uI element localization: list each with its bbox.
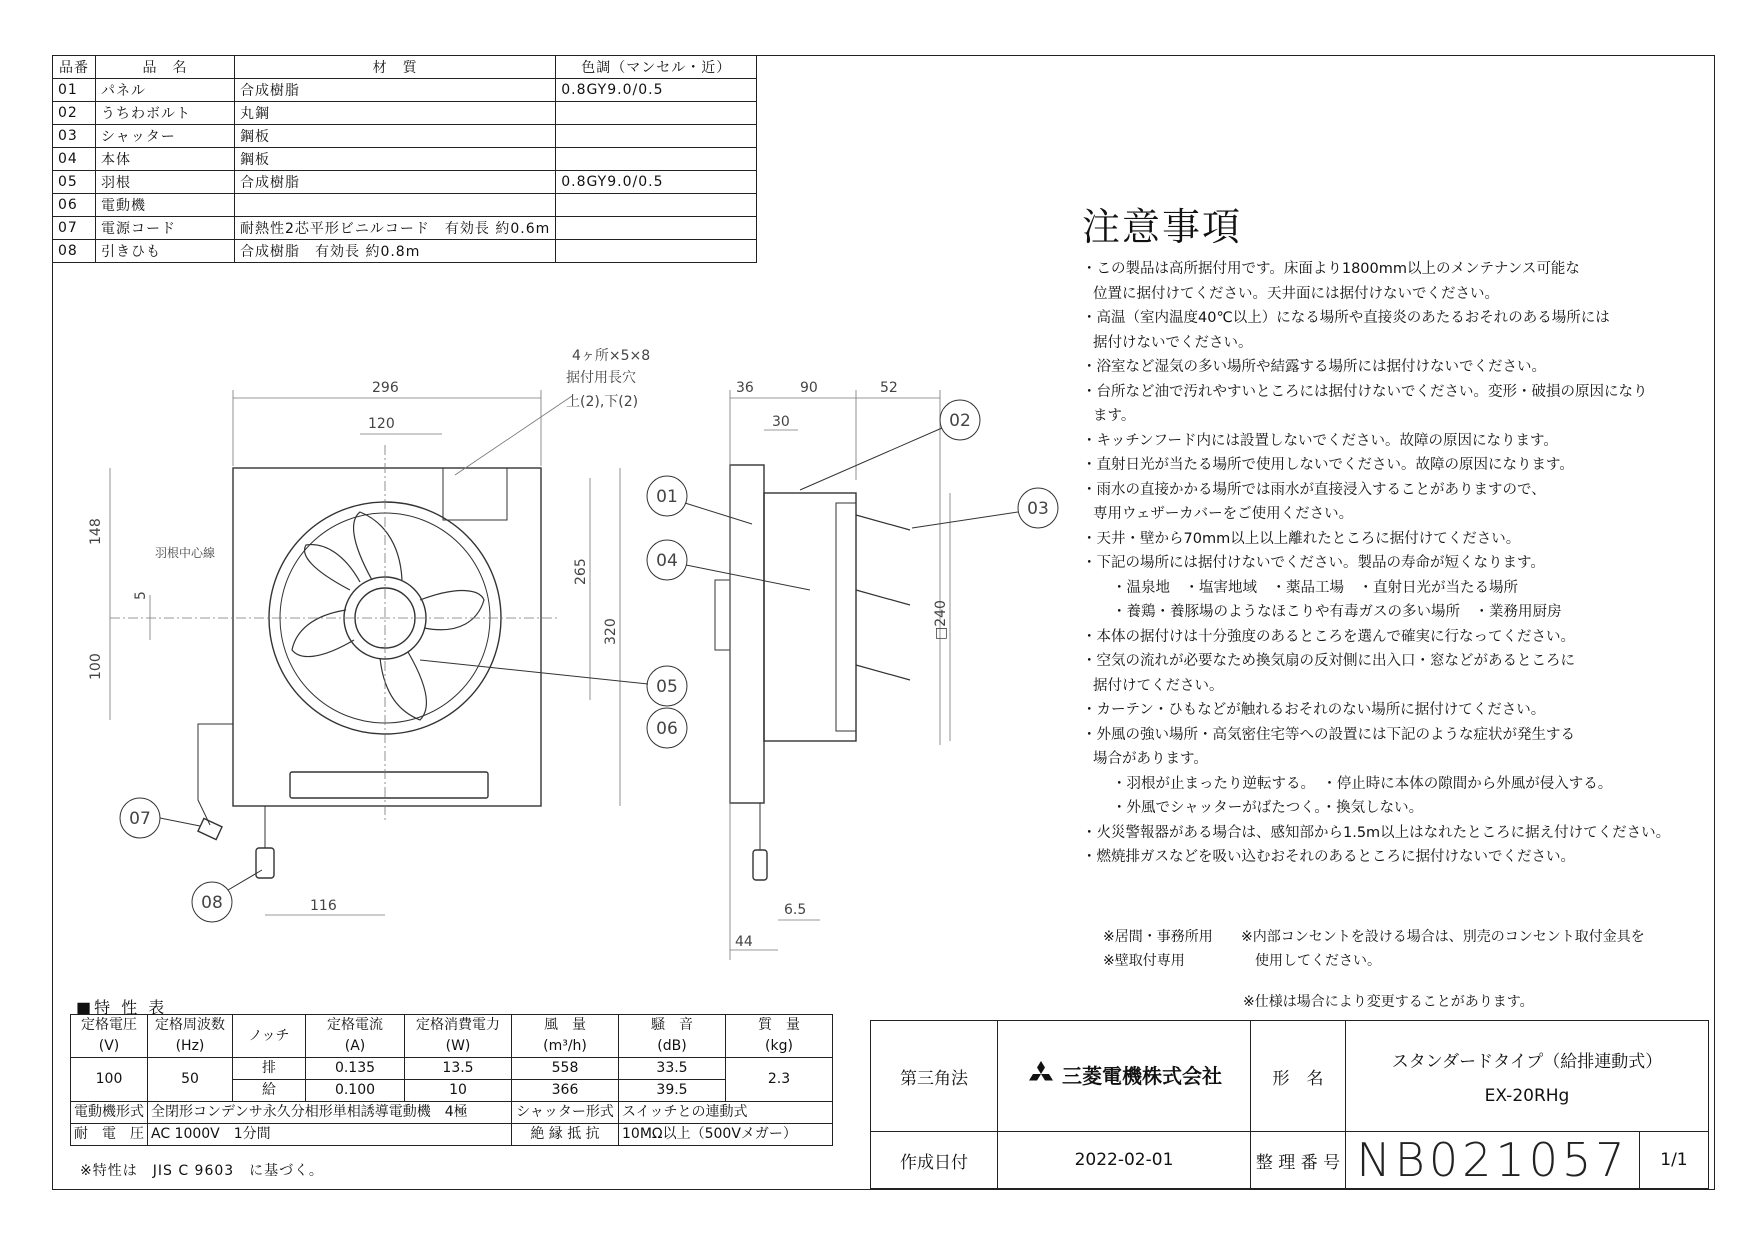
part-name: 本体 <box>96 148 235 171</box>
dim-296: 296 <box>372 380 399 396</box>
fan-center-line-label: 羽根中心線 <box>155 546 216 560</box>
usage-note: ※居間・事務所用 <box>1103 929 1213 945</box>
spec-h-air: 風 量 (m³/h) <box>512 1015 619 1058</box>
part-material: 鋼板 <box>235 148 556 171</box>
spec-table-title: ■特 性 表 <box>76 998 168 1017</box>
part-no: 01 <box>53 79 96 102</box>
doc-number-cell <box>1346 1132 1640 1189</box>
part-no: 03 <box>53 125 96 148</box>
note-line: ・直射日光が当たる場所で使用しないでください。故障の原因になります。 <box>1082 457 1574 473</box>
mount-hole-label-2: 据付用長穴 <box>566 370 636 386</box>
front-top-housing <box>443 468 507 520</box>
spec-row-exhaust <box>71 1058 833 1080</box>
spec-air: 366 <box>512 1080 619 1102</box>
dim-36: 36 <box>736 380 754 396</box>
part-name: 引きひも <box>96 240 235 263</box>
spec-h-notch: ノッチ <box>233 1015 306 1058</box>
power-cord <box>198 724 233 825</box>
note-line: ・高温（室内温度40℃以上）になる場所や直接炎のあたるおそれのある場所には <box>1082 310 1610 326</box>
caution-notes <box>1082 196 1712 870</box>
spec-insulation-label: 絶 縁 抵 抗 <box>512 1124 619 1146</box>
dim-44: 44 <box>735 934 753 950</box>
col-color: 色調（マンセル・近） <box>556 56 757 79</box>
spec-row-insulation <box>71 1124 833 1146</box>
spec-motor-label: 電動機形式 <box>71 1102 148 1124</box>
spec-h-mass: 質 量 (kg) <box>726 1015 833 1058</box>
spec-notch: 排 <box>233 1058 306 1080</box>
dim-320: 320 <box>603 618 619 645</box>
dim-5: 5 <box>133 591 149 600</box>
note-line: 場合があります。 <box>1093 751 1208 767</box>
callout-06: 06 <box>656 719 678 739</box>
spec-standard-note: ※特性は JIS C 9603 に基づく。 <box>80 1163 324 1179</box>
note-line: ・カーテン・ひもなどが触れるおそれのない場所に据付けてください。 <box>1082 702 1546 718</box>
callout-04: 04 <box>656 551 678 571</box>
spec-shutter-label: シャッター形式 <box>512 1102 619 1124</box>
dim-30: 30 <box>772 414 790 430</box>
side-body <box>764 493 856 741</box>
part-material: 鋼板 <box>235 125 556 148</box>
dim-148: 148 <box>88 518 104 545</box>
part-color: 0.8GY9.0/0.5 <box>556 79 757 102</box>
outlet-note <box>1241 925 1645 973</box>
mount-hole-label-1: 4ヶ所×5×8 <box>572 348 651 364</box>
note-line: ・羽根が止まったり逆転する。 ・停止時に本体の隙間から外風が侵入する。 <box>1112 775 1613 792</box>
spec-row-motor <box>71 1102 833 1124</box>
spec-noise: 39.5 <box>619 1080 726 1102</box>
outlet-note-line: 使用してください。 <box>1241 953 1381 969</box>
part-name: シャッター <box>96 125 235 148</box>
callout-01: 01 <box>656 487 678 507</box>
spec-table <box>70 1014 833 1146</box>
spec-h-current: 定格電流 (A) <box>306 1015 405 1058</box>
part-no: 04 <box>53 148 96 171</box>
spec-motor: 全閉形コンデンサ永久分相形単相誘導電動機 4極 <box>148 1102 512 1124</box>
spec-withstand: AC 1000V 1分間 <box>148 1124 512 1146</box>
part-name: パネル <box>96 79 235 102</box>
side-shutter <box>836 503 856 731</box>
callout-05: 05 <box>656 677 678 697</box>
mount-hole-label-3: 上(2),下(2) <box>566 394 639 410</box>
power-plug <box>198 818 222 839</box>
note-line: 専用ウェザーカバーをご使用ください。 <box>1093 506 1354 522</box>
date-label: 作成日付 <box>871 1132 998 1189</box>
pull-cord-knob <box>256 848 274 878</box>
spec-freq: 50 <box>148 1058 233 1102</box>
callout-07: 07 <box>129 809 151 829</box>
note-line: 据付けてください。 <box>1093 677 1224 694</box>
company-cell <box>998 1021 1251 1132</box>
col-part-name: 品 名 <box>96 56 235 79</box>
doc-number: NB021057 <box>1356 1133 1629 1187</box>
part-name: 電動機 <box>96 194 235 217</box>
part-name: 羽根 <box>96 171 235 194</box>
part-no: 02 <box>53 102 96 125</box>
note-line: ます。 <box>1093 408 1136 424</box>
part-name: 電源コード <box>96 217 235 240</box>
company-name: 三菱電機株式会社 <box>1062 1063 1222 1088</box>
spec-power: 13.5 <box>405 1058 512 1080</box>
part-material: 丸鋼 <box>235 102 556 125</box>
side-motor-bump <box>715 580 730 650</box>
note-line: ・雨水の直接かかる場所では雨水が直接浸入することがありますので、 <box>1082 481 1546 498</box>
side-shutter-louvers <box>856 515 910 680</box>
callout-08: 08 <box>201 893 223 913</box>
spec-header-row <box>71 1015 833 1058</box>
model-number: EX-20RHg <box>1484 1085 1570 1106</box>
note-line: 位置に据付けてください。天井面には据付けないでください。 <box>1093 285 1499 302</box>
dim-100: 100 <box>88 653 104 680</box>
note-line: ・台所など油で汚れやすいところには据付けないでください。変形・破損の原因になり <box>1082 383 1648 400</box>
note-line: ・温泉地 ・塩害地域 ・薬品工場 ・直射日光が当たる場所 <box>1112 579 1518 596</box>
spec-voltage: 100 <box>71 1058 148 1102</box>
spec-h-freq: 定格周波数 (Hz) <box>148 1015 233 1058</box>
spec-insulation: 10MΩ以上（500Vメガー） <box>619 1124 833 1146</box>
usage-notes <box>1103 925 1213 973</box>
fan-blades <box>292 512 484 720</box>
callout-02: 02 <box>949 411 971 431</box>
dim-265: 265 <box>573 558 589 585</box>
bottom-grille <box>290 772 488 798</box>
note-line: ・火災警報器がある場合は、感知部から1.5m以上はなれたところに据え付けてください。 <box>1082 824 1671 841</box>
front-panel-outline <box>233 468 541 806</box>
col-part-no: 品番 <box>53 56 96 79</box>
three-diamonds-icon <box>1026 1061 1056 1087</box>
sheet-number: 1/1 <box>1639 1132 1708 1189</box>
callouts <box>120 400 1058 922</box>
spec-power: 10 <box>405 1080 512 1102</box>
product-type: スタンダードタイプ（給排連動式） <box>1391 1051 1663 1072</box>
part-name: うちわボルト <box>96 102 235 125</box>
note-line: ・外風の強い場所・高気密住宅等への設置には下記のような症状が発生する <box>1082 726 1575 743</box>
part-color: 0.8GY9.0/0.5 <box>556 171 757 194</box>
note-line: ・浴室など湿気の多い場所や結露する場所には据付けないでください。 <box>1082 359 1546 375</box>
note-line: 据付けないでください。 <box>1093 334 1253 351</box>
spec-notch: 給 <box>233 1080 306 1102</box>
note-line: ・燃焼排ガスなどを吸い込むおそれのあるところに据付けないでください。 <box>1082 849 1575 865</box>
dim-120: 120 <box>368 416 395 432</box>
spec-current: 0.100 <box>306 1080 405 1102</box>
dim-116: 116 <box>310 898 337 914</box>
part-no: 05 <box>53 171 96 194</box>
part-material: 合成樹脂 有効長 約0.8m <box>235 240 556 263</box>
side-panel <box>730 465 764 803</box>
model-name-label: 形 名 <box>1251 1021 1346 1132</box>
spec-current: 0.135 <box>306 1058 405 1080</box>
col-material: 材 質 <box>235 56 556 79</box>
part-material: 合成樹脂 <box>235 79 556 102</box>
note-line: ・本体の据付けは十分強度のあるところを選んで確実に行なってください。 <box>1082 628 1575 645</box>
note-line: ・空気の流れが必要なため換気扇の反対側に出入口・窓などがあるところに <box>1082 653 1575 669</box>
outlet-note-line: ※内部コンセントを設ける場合は、別売のコンセント取付金具を <box>1241 929 1645 945</box>
spec-air: 558 <box>512 1058 619 1080</box>
part-material: 耐熱性2芯平形ビニルコード 有効長 約0.6m <box>235 217 556 240</box>
part-no: 06 <box>53 194 96 217</box>
note-line: ・キッチンフード内には設置しないでください。故障の原因になります。 <box>1082 432 1558 449</box>
creation-date: 2022-02-01 <box>998 1132 1251 1189</box>
product-cell <box>1346 1021 1709 1132</box>
note-line: ・下記の場所には据付けないでください。製品の寿命が短くなります。 <box>1082 555 1545 571</box>
spec-change-note: ※仕様は場合により変更することがあります。 <box>1243 994 1534 1010</box>
note-line: ・この製品は高所据付用です。床面より1800mm以上のメンテナンス可能な <box>1082 261 1580 277</box>
company-logo <box>1026 1060 1222 1089</box>
dim-6-5: 6.5 <box>784 902 807 918</box>
projection-method: 第三角法 <box>871 1021 998 1132</box>
spec-h-power: 定格消費電力 (W) <box>405 1015 512 1058</box>
dim-90: 90 <box>800 380 818 396</box>
notes-list <box>1082 257 1712 870</box>
title-block <box>870 1020 1709 1189</box>
callout-03: 03 <box>1027 499 1049 519</box>
spec-noise: 33.5 <box>619 1058 726 1080</box>
part-no: 07 <box>53 217 96 240</box>
spec-h-noise: 騒 音 (dB) <box>619 1015 726 1058</box>
dim-240: □240 <box>933 600 949 640</box>
note-line: ・養鶏・養豚場のようなほこりや有毒ガスの多い場所 ・業務用厨房 <box>1112 604 1562 620</box>
doc-number-label: 整 理 番 号 <box>1251 1132 1346 1189</box>
part-material: 合成樹脂 <box>235 171 556 194</box>
notes-title: 注意事項 <box>1082 205 1243 249</box>
title-row-top <box>871 1021 1709 1132</box>
dim-52: 52 <box>880 380 898 396</box>
title-row-bottom <box>871 1132 1709 1189</box>
part-no: 08 <box>53 240 96 263</box>
spec-h-voltage: 定格電圧 (V) <box>71 1015 148 1058</box>
side-pull-knob <box>753 850 767 880</box>
note-line: ・外風でシャッターがばたつく。・換気しない。 <box>1112 800 1424 816</box>
spec-withstand-label: 耐 電 圧 <box>71 1124 148 1146</box>
spec-mass: 2.3 <box>726 1058 833 1102</box>
note-line: ・天井・壁から70mm以上以上離れたところに据付けてください。 <box>1082 530 1521 547</box>
mount-hole-leader <box>455 396 572 475</box>
usage-note: ※壁取付専用 <box>1103 953 1185 969</box>
spec-shutter: スイッチとの連動式 <box>619 1102 833 1124</box>
